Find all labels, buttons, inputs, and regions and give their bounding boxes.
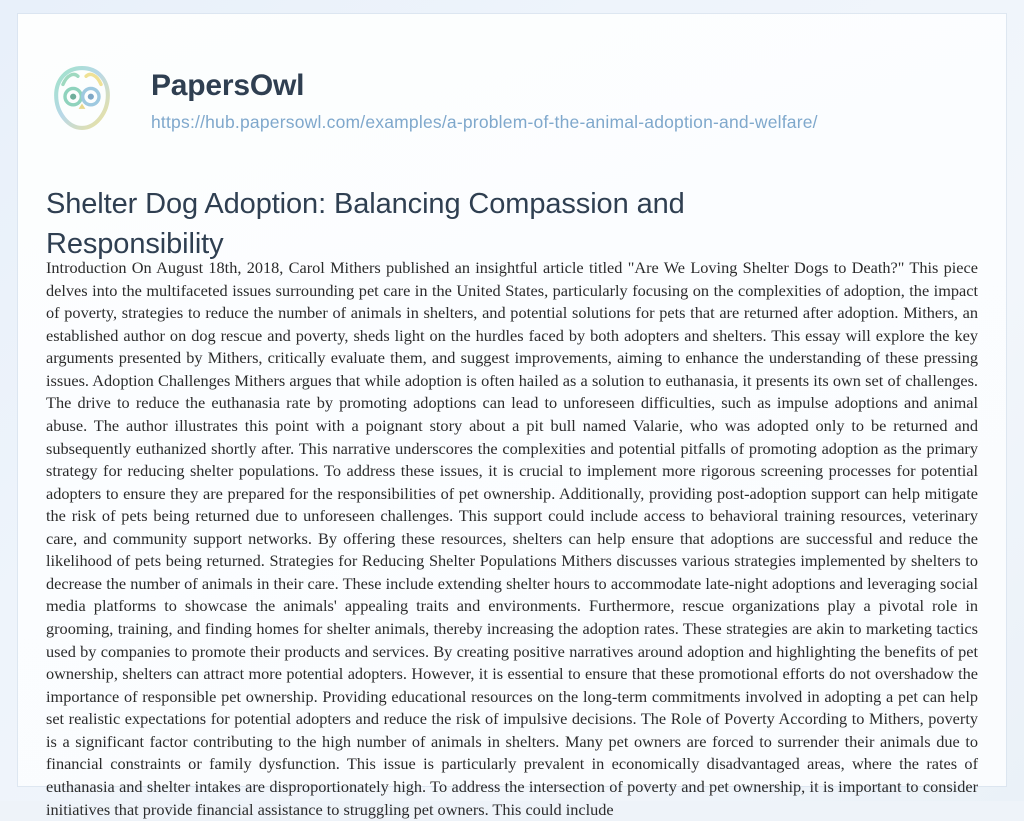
document-sheet [18,14,1006,819]
page-url: https://hub.papersowl.com/examples/a-problem-of-the-animal-adoption-and-welfare/ [151,112,818,132]
page-title: Shelter Dog Adoption: Balancing Compassion and Responsibility [46,188,685,260]
owl-logo-icon [48,64,120,136]
article-body [46,257,978,821]
brand-name: PapersOwl [151,69,305,102]
article-paragraph: Introduction On August 18th, 2018, Carol Mithers published an insightful article titled "Are We Loving Shelter Dogs to Death?" This piece delves into the multifaceted issues surrounding pet care in the United States, particularly focusing on the complexities of adoption, the impact of poverty, strategies to reduce the number of animals in shelters, and potential solutions for pets that are returned after adoption. Mithers, an established author on dog rescue and poverty, sheds light on the hurdles faced by both adopters and shelters. This essay will explore the key arguments presented by Mithers, critically evaluate them, and suggest improvements, aiming to enhance the understanding of these pressing issues. Adoption Challenges Mithers argues that while adoption is often hailed as a solution to euthanasia, it presents its own set of challenges. The drive to reduce the euthanasia rate by promoting adoptions can lead to unforeseen difficulties, such as impulse adoptions and animal abuse. The author illustrates this point with a poignant story about a pit bull named Valarie, who was adopted only to be returned and subsequently euthanized shortly after. This narrative underscores the complexities and potential pitfalls of promoting adoption as the primary strategy for reducing shelter populations. To address these issues, it is crucial to implement more rigorous screening processes for potential adopters to ensure they are prepared for the responsibilities of pet ownership. Additionally, providing post-adoption support can help mitigate the risk of pets being returned due to unforeseen challenges. This support could include access to behavioral training resources, veterinary care, and community support networks. By offering these resources, shelters can help ensure that adoptions are successful and reduce the likelihood of pets being returned. Strategies for Reducing Shelter Populations Mithers discusses various strategies implemented by shelters to decrease the number of animals in their care. These include extending shelter hours to accommodate late-night adoptions and leveraging social media platforms to showcase the animals' appealing traits and environments. Furthermore, rescue organizations play a pivotal role in grooming, training, and finding homes for shelter animals, thereby increasing the adoption rates. These strategies are akin to marketing tactics used by companies to promote their products and services. By creating positive narratives around adoption and highlighting the benefits of pet ownership, shelters can attract more potential adopters. However, it is essential to ensure that these promotional efforts do not overshadow the importance of responsible pet ownership. Providing educational resources on the long-term commitments involved in adopting a pet can help set realistic expectations for potential adopters and reduce the risk of impulsive decisions. The Role of Poverty According to Mithers, poverty is a significant factor contributing to the high number of animals in shelters. Many pet owners are forced to surrender their animals due to financial constraints or family dysfunction. This issue is particularly prevalent in economically disadvantaged areas, where the rates of euthanasia and shelter intakes are disproportionately high. To address the intersection of poverty and pet ownership, it is important to consider initiatives that provide financial assistance to struggling pet owners. This could include [46,258,978,819]
site-header [18,14,1006,132]
